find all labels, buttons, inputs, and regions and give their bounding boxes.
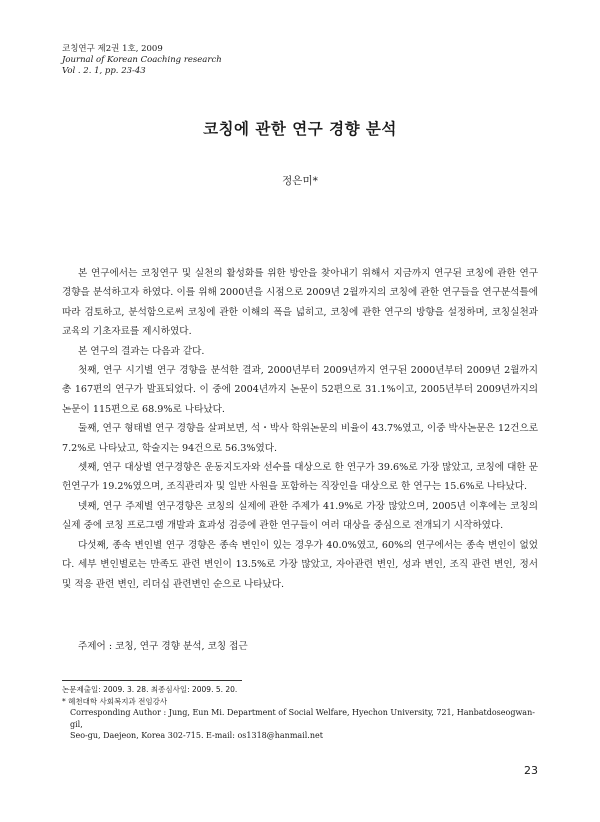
abstract-paragraph: 본 연구의 결과는 다음과 같다. [78, 345, 205, 357]
page-number: 23 [524, 764, 538, 777]
abstract-paragraph: 넷째, 연구 주제별 연구경향은 코칭의 실제에 관한 주제가 41.9%로 가장 많았으며, 2005년 이후에는 코칭의 실제 중에 코칭 프로그램 개발과 효과성 검증에 관한 연구들이 여러 대상을 중심으로 전개되기 시작하였다. [62, 500, 538, 532]
journal-name-english: Journal of Korean Coaching research [62, 55, 222, 65]
author-name: 정은미* [282, 175, 318, 187]
footnotes [62, 684, 540, 742]
submission-dates: 논문제출일: 2009. 3. 28. 최종심사일: 2009. 5. 20. [62, 685, 238, 694]
keywords: 주제어 : 코칭, 연구 경향 분석, 코칭 접근 [78, 641, 248, 652]
journal-volume-korean: 코칭연구 제2권 1호, 2009 [62, 44, 163, 54]
footnote-divider [62, 680, 242, 681]
corresponding-author: Corresponding Author : Jung, Eun Mi. Department of Social Welfare, Hyechon University, 721, Hanbatdoseogwan-gil, [70, 708, 535, 729]
author-affiliation: * 혜천대학 사회복지과 전임강사 [62, 696, 168, 706]
abstract-paragraph: 둘째, 연구 형태별 연구 경향을 살펴보면, 석・박사 학위논문의 비율이 43.7%였고, 이중 박사논문은 12건으로 7.2%로 나타났고, 학술지는 94건으로 56.3%였다. [62, 423, 538, 454]
paper-title: 코칭에 관한 연구 경향 분석 [203, 120, 397, 138]
journal-header [62, 44, 222, 77]
abstract-paragraph: 본 연구에서는 코칭연구 및 실천의 활성화를 위한 방안을 찾아내기 위해서 지금까지 연구된 코칭에 관한 연구 경향을 분석하고자 하였다. 이를 위해 2000년을 시점으로 2009년 2월까지의 코칭에 관한 연구들을 연구분석틀에 따라 검토하고, 분석함으로써 코칭에 관한 이해의 폭을 넓히고, 코칭에 관한 연구의 방향을 설정하며, 코칭실천과 교육의 기초자료를 제시하였다. [62, 268, 538, 338]
abstract-paragraph: 다섯째, 종속 변인별 연구 경향은 종속 변인이 있는 경우가 40.0%였고, 60%의 연구에서는 종속 변인이 없었다. 세부 변인별로는 만족도 관련 변인이 13.5%로 가장 많았고, 자아관련 변인, 성과 변인, 조직 관련 변인, 정서 및 적응 관련 변인, 리더십 관련변인 순으로 나타났다. [62, 539, 538, 590]
journal-volume-pages: Vol . 2. 1, pp. 23-43 [62, 66, 146, 76]
abstract [62, 264, 538, 594]
abstract-paragraph: 첫째, 연구 시기별 연구 경향을 분석한 결과, 2000년부터 2009년까지 연구된 2000년부터 2009년 2월까지 총 167편의 연구가 발표되었다. 이 중에 2004년까지 논문이 52편으로 31.1%이고, 2005년부터 2009년까지의 논문이 115편으로 68.9%로 나타났다. [62, 365, 538, 415]
corresponding-address: Seo-gu, Daejeon, Korea 302-715. E-mail: os1318@hanmail.net [70, 731, 323, 740]
abstract-paragraph: 셋째, 연구 대상별 연구경향은 운동지도자와 선수를 대상으로 한 연구가 39.6%로 가장 많았고, 코칭에 대한 문헌연구가 19.2%였으며, 조직관리자 및 일반 사원을 포함하는 직장인을 대상으로 한 연구는 15.6%로 나타났다. [62, 462, 538, 493]
